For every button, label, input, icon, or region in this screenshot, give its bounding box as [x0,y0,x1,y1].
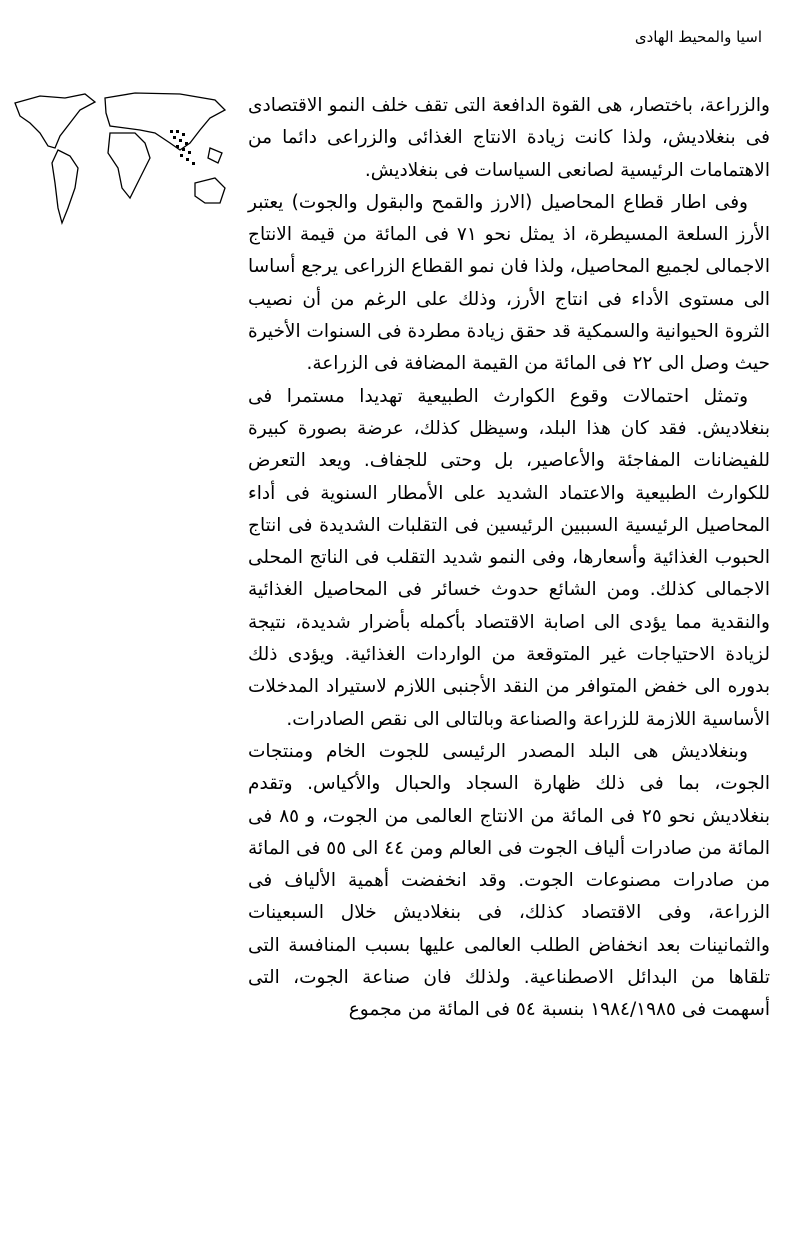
paragraph: والزراعة، باختصار، هى القوة الدافعة التى تقف خلف النمو الاقتصادى فى بنغلاديش، ولذا كانت زيادة الانتاج الغذائى والزراعى دائما من الاهتمامات الرئيسية لصانعى السياسات فى بنغلاديش. [248,95,770,181]
world-map-icon [10,88,240,238]
paragraph: وتمثل احتمالات وقوع الكوارث الطبيعية تهديدا مستمرا فى بنغلاديش. فقد كان هذا البلد، وسيظل كذلك، عرضة بصورة كبيرة للفيضانات المفاجئة والأعاصير، بل وحتى للجفاف. ويعد التعرض للكوارث الطبيعية والاعتماد الشديد على الأمطار السنوية فى أداء المحاصيل الرئيسية السببين الرئيسين فى التقلبات الشديدة فى انتاج الحبوب الغذائية وأسعارها، وفى النمو شديد التقلب فى الناتج المحلى الاجمالى كذلك. ومن الشائع حدوث خسائر فى المحاصيل الغذائية والنقدية مما يؤدى الى اصابة الاقتصاد بأكمله بأضرار شديدة، نتيجة لزيادة الاحتياجات غير المتوقعة من الواردات الغذائية. ويؤدى ذلك بدوره الى خفض المتوافر من النقد الأجنبى اللازم لاستيراد المدخلات الأساسية اللازمة للزراعة والصناعة وبالتالى الى نقص الصادرات. [248,385,770,730]
paragraph: وفى اطار قطاع المحاصيل (الارز والقمح والبقول والجوت) يعتبر الأرز السلعة المسيطرة، اذ يمثل نحو ٧١ فى المائة من قيمة الانتاج الاجمالى لجميع المحاصيل، ولذا فان نمو القطاع الزراعى يرجع أساسا الى مستوى الأداء فى انتاج الأرز، وذلك على الرغم من أن نصيب الثروة الحيوانية والسمكية قد حقق زيادة مطردة فى السنوات الأخيرة حيث وصل الى ٢٢ فى المائة من القيمة المضافة فى الزراعة. [248,191,770,375]
body-text [248,90,770,1027]
running-header: اسيا والمحيط الهادى [634,28,762,46]
paragraph: وبنغلاديش هى البلد المصدر الرئيسى للجوت الخام ومنتجات الجوت، بما فى ذلك ظهارة السجاد والحبال والأكياس. وتقدم بنغلاديش نحو ٢٥ فى المائة من الانتاج العالمى من الجوت، و ٨٥ فى المائة من صادرات ألياف الجوت فى العالم ومن ٤٤ الى ٥٥ فى المائة من صادرات مصنوعات الجوت. وقد انخفضت أهمية الألياف فى الزراعة، وفى الاقتصاد كذلك، فى بنغلاديش خلال السبعينات والثمانينات بعد انخفاض الطلب العالمى عليها بسبب المنافسة التى تلقاها من البدائل الاصطناعية. ولذلك فان صناعة الجوت، التى أسهمت فى ١٩٨٤/١٩٨٥ بنسبة ٥٤ فى المائة من مجموع [248,740,770,1021]
